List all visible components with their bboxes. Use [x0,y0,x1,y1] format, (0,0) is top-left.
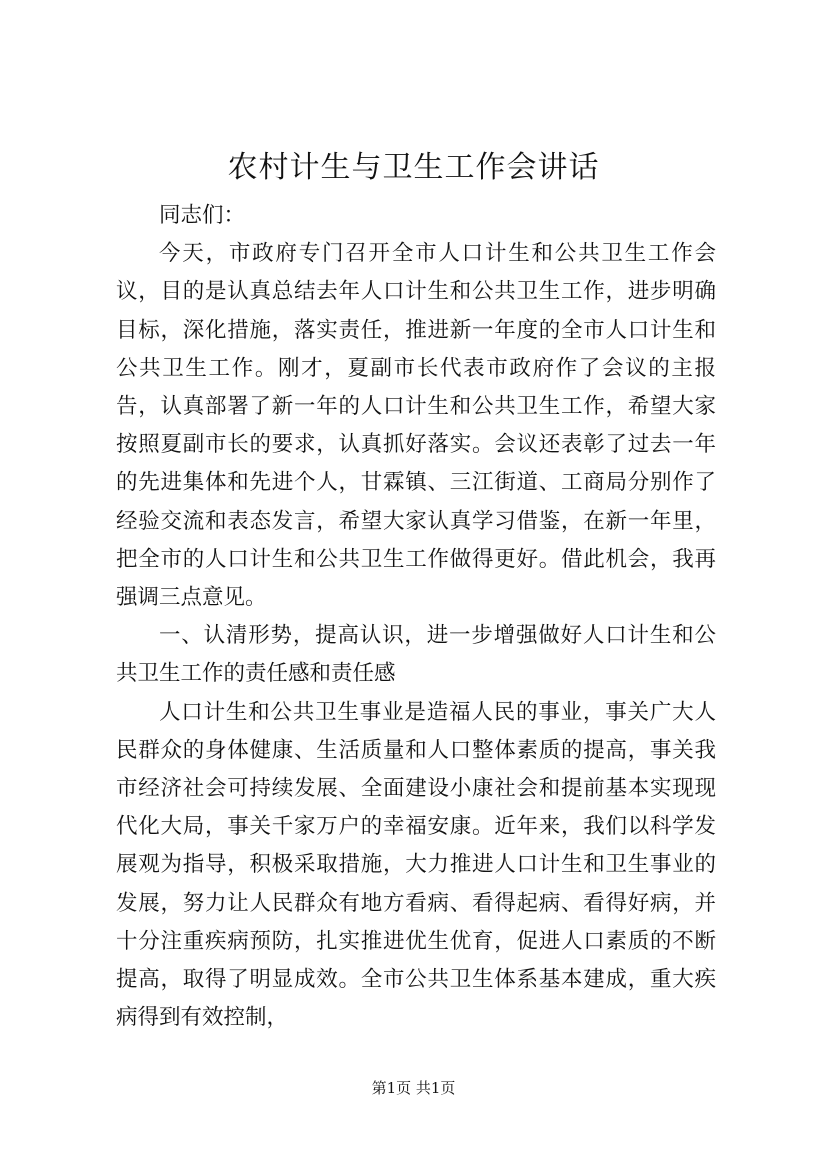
paragraph-intro: 今天，市政府专门召开全市人口计生和公共卫生工作会议，目的是认真总结去年人口计生和公共卫生工作，进步明确目标，深化措施，落实责任，推进新一年度的全市人口计生和公共卫生工作。刚才，夏副市长代表市政府作了会议的主报告，认真部署了新一年的人口计生和公共卫生工作，希望大家按照夏副市长的要求，认真抓好落实。会议还表彰了过去一年的先进集体和先进个人，甘霖镇、三江街道、工商局分别作了经验交流和表态发言，希望大家认真学习借鉴，在新一年里，把全市的人口计生和公共卫生工作做得更好。借此机会，我再强调三点意见。 [116,241,716,611]
document-title: 农村计生与卫生工作会讲话 [227,150,600,185]
page-footer: 第1页 共1页 [371,1079,456,1097]
salutation: 同志们： [159,203,246,228]
document-body [116,197,716,1037]
paragraph-section-1: 人口计生和公共卫生事业是造福人民的事业，事关广大人民群众的身体健康、生活质量和人口整体素质的提高，事关我市经济社会可持续发展、全面建设小康社会和提前基本实现现代化大局，事关千家万户的幸福安康。近年来，我们以科学发展观为指导，积极采取措施，大力推进人口计生和卫生事业的发展，努力让人民群众有地方看病、看得起病、看得好病，并十分注重疾病预防，扎实推进优生优育，促进人口素质的不断提高，取得了明显成效。全市公共卫生体系基本建成，重大疾病得到有效控制， [116,699,716,1031]
section-heading-1: 一、认清形势，提高认识，进一步增强做好人口计生和公共卫生工作的责任感和责任感 [116,623,716,687]
